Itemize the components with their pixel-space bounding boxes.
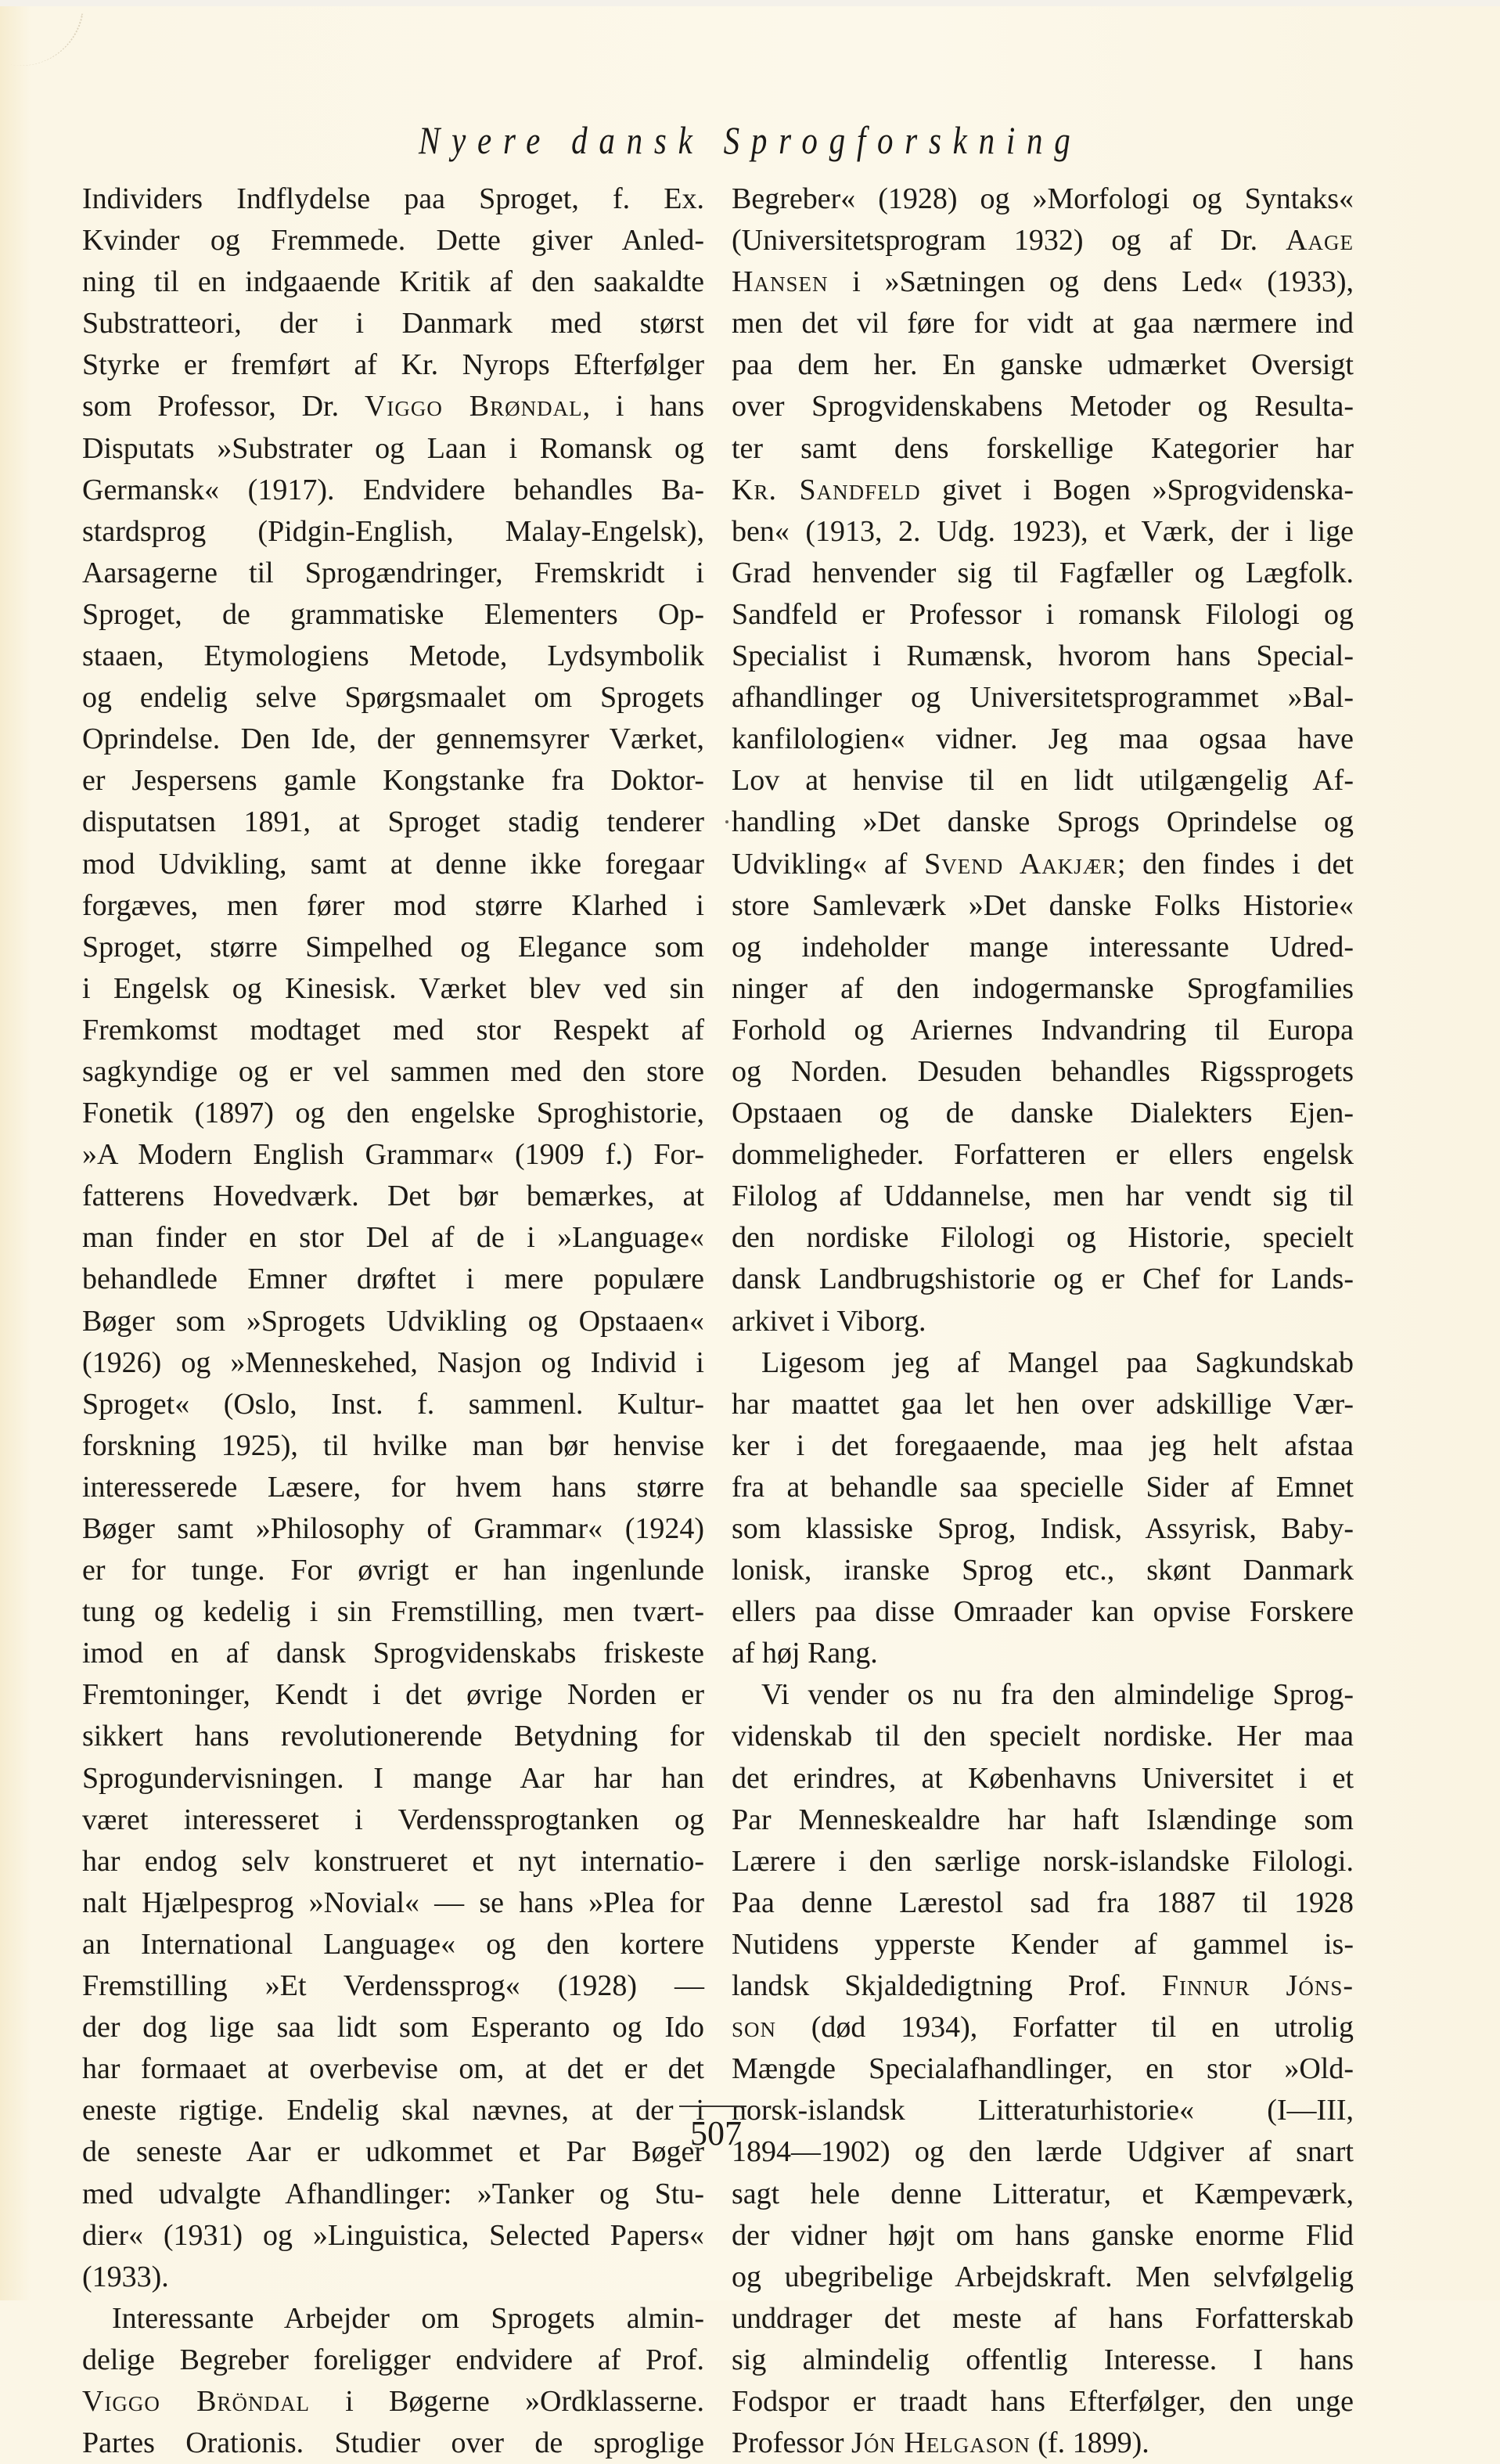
text-line (732, 1716, 1354, 1757)
text-line (82, 2048, 704, 2090)
text-line (82, 719, 704, 760)
text-line-content: den nordiske Filologi og Historie, specielt (732, 1221, 1354, 1255)
small-caps-name: son (732, 2011, 777, 2044)
text-line (732, 927, 1354, 968)
text-line-content: Partes Orationis. Studier over de sproglige (82, 2426, 704, 2460)
text-line (732, 1924, 1354, 1965)
text-line-content: Bøger som »Sprogets Udvikling og Opstaaen« (82, 1304, 704, 1338)
text-line (732, 261, 1354, 303)
text-line-content: Interessante Arbejder om Sprogets almin- (112, 2301, 704, 2335)
text-line-content: har maattet gaa let hen over adskillige Vær- (732, 1387, 1354, 1421)
text-line-content: Professor Jón Helgason (f. 1899). (732, 2426, 1149, 2460)
text-line-content: Sproget, større Simpelhed og Elegance som (82, 930, 704, 964)
text-line-content: der vidner højt om hans ganske enorme Flid (732, 2218, 1354, 2252)
text-line-content: handling »Det danske Sprogs Oprindelse og (732, 805, 1354, 839)
text-line (82, 2090, 704, 2131)
left-column (82, 178, 704, 2464)
text-line-content: er for tunge. For øvrigt er han ingenlunde (82, 1554, 704, 1587)
text-line (82, 927, 704, 968)
text-line (732, 2298, 1354, 2340)
text-line (82, 2423, 704, 2464)
text-line (732, 2090, 1354, 2131)
text-line-content: stardsprog (Pidgin-English, Malay-Engelsk), (82, 514, 704, 548)
text-line (82, 1799, 704, 1841)
text-line (732, 1217, 1354, 1259)
text-line-content: unddrager det meste af hans Forfatterskab (732, 2301, 1354, 2335)
text-line-content: Fremstilling »Et Verdenssprog« (1928) — (82, 1969, 704, 2003)
text-line-content: behandlede Emner drøftet i mere populære (82, 1263, 704, 1296)
right-column (732, 178, 1354, 2464)
text-line (82, 844, 704, 885)
text-line (82, 2298, 704, 2340)
text-line (732, 553, 1354, 594)
text-line-content: sig almindelig offentlig Interesse. I hans (732, 2343, 1354, 2376)
text-line-content: og indeholder mange interessante Udred- (732, 930, 1354, 964)
text-line (82, 1591, 704, 1633)
scan-top-edge (0, 0, 1500, 6)
text-line-content: (Universitetsprogram 1932) og af Dr. Aage (732, 224, 1354, 258)
text-line-content: disputatsen 1891, at Sproget stadig tenderer (82, 805, 704, 839)
text-line (82, 553, 704, 594)
text-line (732, 1591, 1354, 1633)
page-number: 507 (690, 2114, 742, 2152)
text-line-content: »A Modern English Grammar« (1909 f.) For- (82, 1138, 704, 1172)
text-line (82, 261, 704, 303)
text-line (82, 1965, 704, 2007)
text-line (82, 511, 704, 553)
text-line-content: videnskab til den specielt nordiske. Her maa (732, 1720, 1354, 1753)
text-line-content: dansk Landbrugshistorie og er Chef for Lands- (732, 1263, 1354, 1296)
text-line-content: store Samleværk »Det danske Folks Historie« (732, 888, 1354, 922)
text-line (82, 1010, 704, 1051)
text-line-content: kanfilologien« vidner. Jeg maa ogsaa have (732, 722, 1354, 756)
text-line-content: Sandfeld er Professor i romansk Filologi og (732, 597, 1354, 631)
text-line (82, 303, 704, 344)
text-line-content: sagt hele denne Litteratur, et Kæmpeværk, (732, 2177, 1354, 2210)
text-line-content: Kvinder og Fremmede. Dette giver Anled- (82, 224, 704, 258)
text-line (732, 2340, 1354, 2381)
text-line-content: og Norden. Desuden behandles Rigssprogets (732, 1054, 1354, 1088)
text-line-content: Lov at henvise til en lidt utilgængelig Af- (732, 764, 1354, 798)
text-line (732, 1882, 1354, 1924)
text-line-content: lonisk, iranske Sprog etc., skønt Danmark (732, 1554, 1354, 1587)
text-line-content: de seneste Aar er udkommet et Par Bøger (82, 2135, 704, 2169)
text-line (82, 428, 704, 470)
text-line (732, 1010, 1354, 1051)
text-line (82, 470, 704, 511)
text-line (732, 2257, 1354, 2298)
text-line-content: Filolog af Uddannelse, men har vendt sig til (732, 1180, 1354, 1213)
text-line-content: Ligesom jeg af Mangel paa Sagkundskab (761, 1345, 1354, 1379)
small-caps-name: Aage (1286, 224, 1354, 258)
text-line-content: og endelig selve Spørgsmaalet om Sprogets (82, 681, 704, 715)
text-line-content: Mængde Specialafhandlinger, en stor »Old- (732, 2052, 1354, 2086)
text-line (82, 1758, 704, 1799)
small-caps-name: Hansen (732, 265, 829, 299)
text-line-content: har endog selv konstrueret et nyt internatio- (82, 1844, 704, 1878)
text-line-content: med udvalgte Afhandlinger: »Tanker og Stu- (82, 2177, 704, 2210)
text-line (732, 2007, 1354, 2048)
text-line (732, 1384, 1354, 1425)
text-line-content: det erindres, at Københavns Universitet i et (732, 1761, 1354, 1795)
text-line (82, 2174, 704, 2215)
text-line-content: Specialist i Rumænsk, hvorom hans Special- (732, 639, 1354, 673)
text-line-content: som Professor, Dr. Viggo Brøndal, i hans (82, 390, 704, 423)
text-line (732, 636, 1354, 677)
text-line (82, 2007, 704, 2048)
text-line-content: sagkyndige og er vel sammen med den store (82, 1054, 704, 1088)
text-line (82, 2340, 704, 2381)
text-line-content: Begreber« (1928) og »Morfologi og Syntaks« (732, 182, 1354, 215)
text-line (82, 1716, 704, 1757)
text-line (732, 1633, 1354, 1674)
text-line (82, 344, 704, 386)
text-line (732, 511, 1354, 553)
text-line-content: Viggo Bröndal i Bøgerne »Ordklasserne. (82, 2384, 704, 2418)
text-line-content: været interesseret i Verdenssprogtanken og (82, 1803, 704, 1836)
text-line (732, 1799, 1354, 1841)
text-line (732, 677, 1354, 719)
text-line (732, 1176, 1354, 1217)
text-line (732, 1342, 1354, 1384)
text-line (732, 470, 1354, 511)
text-line-content: dommeligheder. Forfatteren er ellers engelsk (732, 1138, 1354, 1172)
text-line-content: ninger af den indogermanske Sprogfamilies (732, 971, 1354, 1005)
text-line-content: men det vil føre for vidt at gaa nærmere ind (732, 307, 1354, 340)
text-line (732, 1425, 1354, 1467)
text-line (732, 885, 1354, 927)
text-line (82, 885, 704, 927)
text-line-content: som klassiske Sprog, Indisk, Assyrisk, Baby- (732, 1512, 1354, 1545)
text-line (732, 1301, 1354, 1342)
text-line (82, 1882, 704, 1924)
text-line-content: er Jespersens gamle Kongstanke fra Doktor- (82, 764, 704, 798)
text-line-content: Opstaaen og de danske Dialekters Ejen- (732, 1097, 1354, 1130)
text-line-content: eneste rigtige. Endelig skal nævnes, at der i (82, 2094, 704, 2127)
text-line (732, 220, 1354, 261)
text-line (732, 2048, 1354, 2090)
text-line-content: ter samt dens forskellige Kategorier har (732, 431, 1354, 465)
text-line-content: an International Language« og den kortere (82, 1927, 704, 1961)
text-line-content: tung og kedelig i sin Fremstilling, men tvært- (82, 1595, 704, 1629)
text-line (82, 2131, 704, 2173)
text-line-content: dier« (1931) og »Linguistica, Selected Papers« (82, 2218, 704, 2252)
text-line (82, 760, 704, 802)
text-line-content: afhandlinger og Universitetsprogrammet »Bal- (732, 681, 1354, 715)
text-line-content: nalt Hjælpesprog »Novial« — se hans »Plea for (82, 1886, 704, 1919)
text-line (82, 1841, 704, 1882)
text-line-content: der dog lige saa lidt som Esperanto og Ido (82, 2011, 704, 2044)
text-line-content: sikkert hans revolutionerende Betydning for (82, 1720, 704, 1753)
text-line (82, 802, 704, 843)
text-line-content: i Engelsk og Kinesisk. Værket blev ved sin (82, 971, 704, 1005)
text-line (732, 2131, 1354, 2173)
text-line-content: ker i det foregaaende, maa jeg helt afstaa (732, 1428, 1354, 1462)
text-line-content: over Sprogvidenskabens Metoder og Resulta- (732, 390, 1354, 423)
text-line (732, 1259, 1354, 1300)
text-line (82, 1301, 704, 1342)
text-line (732, 719, 1354, 760)
text-line (82, 1674, 704, 1716)
text-line-content: Grad henvender sig til Fagfæller og Lægfolk. (732, 556, 1354, 589)
text-line-content: delige Begreber foreligger endvidere af Prof. (82, 2343, 704, 2376)
small-caps-name: Jón Helgason (851, 2426, 1031, 2460)
text-line (82, 1924, 704, 1965)
text-line (732, 1051, 1354, 1093)
corner-stain-mark (9, 2, 84, 75)
text-line-content: har formaaet at overbevise om, at det er det (82, 2052, 704, 2086)
text-line-content: Disputats »Substrater og Laan i Romansk og (82, 431, 704, 465)
text-line-content: Nutidens ypperste Kender af gammel is- (732, 1927, 1354, 1961)
text-line (732, 386, 1354, 427)
text-line (732, 344, 1354, 386)
text-line (732, 802, 1354, 843)
running-head: Nyere dansk Sprogforskning (418, 118, 1082, 162)
text-line-content: Aarsagerne til Sprogændringer, Fremskridt i (82, 556, 704, 589)
text-line (82, 220, 704, 261)
small-caps-name: Finnur Jóns- (1161, 1969, 1354, 2003)
text-line (82, 1176, 704, 1217)
text-line (82, 636, 704, 677)
text-line-content: paa dem her. En ganske udmærket Oversigt (732, 348, 1354, 382)
small-caps-name: Kr. Sandfeld (732, 473, 921, 506)
text-line-content: Lærere i den særlige norsk-islandske Filologi. (732, 1844, 1354, 1878)
text-line-content: fra at behandle saa specielle Sider af Emnet (732, 1470, 1354, 1504)
text-line-content: Sproget, de grammatiske Elementers Op- (82, 597, 704, 631)
text-line-content: son (død 1934), Forfatter til en utrolig (732, 2011, 1354, 2044)
text-line (732, 1134, 1354, 1176)
text-line (732, 2215, 1354, 2257)
text-line-content: Udvikling« af Svend Aakjær; den findes i det (732, 847, 1354, 881)
text-line (732, 594, 1354, 636)
text-line-content: Bøger samt »Philosophy of Grammar« (1924) (82, 1512, 704, 1545)
text-line (82, 1134, 704, 1176)
text-line (732, 1550, 1354, 1591)
text-line (82, 2381, 704, 2423)
text-line (82, 677, 704, 719)
text-line (82, 1467, 704, 1508)
text-line-content: landsk Skjaldedigtning Prof. Finnur Jóns- (732, 1969, 1354, 2003)
text-line-content: forgæves, men fører mod større Klarhed i (82, 888, 704, 922)
text-line-content: norsk-islandsk Litteraturhistorie« (I—III, (732, 2094, 1354, 2127)
text-line-content: Oprindelse. Den Ide, der gennemsyrer Værket, (82, 722, 704, 756)
text-line-content: Vi vender os nu fra den almindelige Sprog- (761, 1678, 1354, 1712)
text-line (732, 844, 1354, 885)
text-line (82, 2257, 704, 2298)
text-line (732, 1965, 1354, 2007)
text-line (732, 428, 1354, 470)
text-line-content: Fonetik (1897) og den engelske Sproghistorie, (82, 1097, 704, 1130)
text-line-content: Fremtoninger, Kendt i det øvrige Norden er (82, 1678, 704, 1712)
text-line-content: Hansen i »Sætningen og dens Led« (1933), (732, 265, 1354, 299)
text-line (82, 1342, 704, 1384)
text-line (732, 1674, 1354, 1716)
text-line-content: imod en af dansk Sprogvidenskabs friskeste (82, 1637, 704, 1670)
text-line-content: ben« (1913, 2. Udg. 1923), et Værk, der i lige (732, 514, 1354, 548)
text-line (732, 760, 1354, 802)
text-line (732, 1093, 1354, 1134)
text-line-content: 1894—1902) og den lærde Udgiver af snart (732, 2135, 1354, 2169)
text-line-content: mod Udvikling, samt at denne ikke foregaar (82, 847, 704, 881)
text-line (82, 1550, 704, 1591)
text-line-content: interesserede Læsere, for hvem hans større (82, 1470, 704, 1504)
text-line (82, 1259, 704, 1300)
text-line-content: Germansk« (1917). Endvidere behandles Ba- (82, 473, 704, 506)
text-line (732, 1758, 1354, 1799)
text-line (82, 178, 704, 220)
text-line-content: af høj Rang. (732, 1637, 878, 1670)
text-line-content: og ubegribelige Arbejdskraft. Men selvfølgelig (732, 2260, 1354, 2293)
text-line (732, 303, 1354, 344)
text-line (82, 1425, 704, 1467)
text-line-content: (1926) og »Menneskehed, Nasjon og Individ i (82, 1345, 704, 1379)
text-line (732, 968, 1354, 1010)
text-line (82, 1508, 704, 1550)
text-line-content: Individers Indflydelse paa Sproget, f. Ex. (82, 182, 704, 215)
small-caps-name: Viggo Brøndal (364, 390, 583, 423)
small-caps-name: Viggo Bröndal (82, 2384, 311, 2418)
small-caps-name: Svend Aakjær (924, 847, 1117, 881)
text-line-content: (1933). (82, 2260, 169, 2293)
text-line-content: ning til en indgaaende Kritik af den saakaldte (82, 265, 704, 299)
text-line-content: Forhold og Ariernes Indvandring til Europa (732, 1013, 1354, 1046)
text-line (82, 386, 704, 427)
text-line (82, 2215, 704, 2257)
page-number-rule (679, 2106, 746, 2107)
text-line-content: Paa denne Lærestol sad fra 1887 til 1928 (732, 1886, 1354, 1919)
text-line-content: forskning 1925), til hvilke man bør henvise (82, 1428, 704, 1462)
text-line (732, 2174, 1354, 2215)
text-line-content: Par Menneskealdre har haft Islændinge som (732, 1803, 1354, 1836)
text-line (732, 2381, 1354, 2423)
text-line-content: Styrke er fremført af Kr. Nyrops Efterfølger (82, 348, 704, 382)
text-line-content: Fodspor er traadt hans Efterfølger, den unge (732, 2384, 1354, 2418)
text-line (82, 1384, 704, 1425)
text-line (732, 1841, 1354, 1882)
scan-speck (725, 820, 728, 823)
text-line (732, 2423, 1354, 2464)
text-line-content: man finder en stor Del af de i »Language« (82, 1221, 704, 1255)
text-line (82, 1093, 704, 1134)
text-line (732, 1467, 1354, 1508)
text-line (732, 178, 1354, 220)
text-line-content: arkivet i Viborg. (732, 1304, 926, 1338)
text-line-content: Sprogundervisningen. I mange Aar har han (82, 1761, 704, 1795)
text-line-content: staaen, Etymologiens Metode, Lydsymbolik (82, 639, 704, 673)
text-line (82, 1633, 704, 1674)
text-line-content: Fremkomst modtaget med stor Respekt af (82, 1013, 704, 1046)
text-line-content: fatterens Hovedværk. Det bør bemærkes, at (82, 1180, 704, 1213)
text-line (82, 1051, 704, 1093)
text-line (82, 594, 704, 636)
text-line-content: Sproget« (Oslo, Inst. f. sammenl. Kultur- (82, 1387, 704, 1421)
text-line (732, 1508, 1354, 1550)
text-line-content: ellers paa disse Omraader kan opvise Forskere (732, 1595, 1354, 1629)
text-line (82, 1217, 704, 1259)
text-line-content: Substratteori, der i Danmark med størst (82, 307, 704, 340)
text-line (82, 968, 704, 1010)
text-line-content: Kr. Sandfeld givet i Bogen »Sprogvidenska- (732, 473, 1354, 506)
